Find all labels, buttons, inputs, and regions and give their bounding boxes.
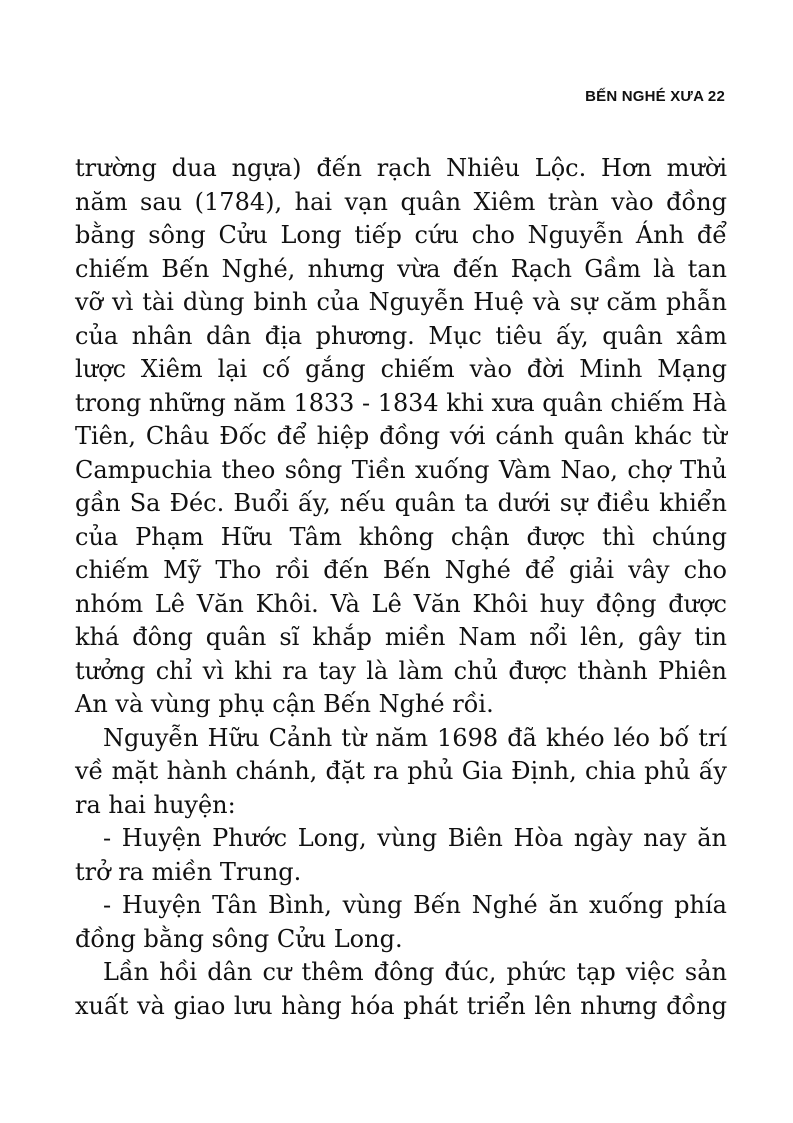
text-line: nhóm Lê Văn Khôi. Và Lê Văn Khôi huy động được — [75, 589, 727, 618]
text-line: chiếm Bến Nghé, nhưng vừa đến Rạch Gầm là tan — [75, 254, 727, 283]
text-line: - Huyện Phước Long, vùng Biên Hòa ngày nay ăn — [103, 824, 727, 852]
running-head: BẾN NGHÉ XƯA 22 — [585, 88, 725, 105]
text-line: chiếm Mỹ Tho rồi đến Bến Nghé để giải vây cho — [75, 556, 727, 584]
text-line: Campuchia theo sông Tiền xuống Vàm Nao, chợ Thủ — [75, 455, 727, 484]
text-line: lược Xiêm lại cố gắng chiếm vào đời Minh Mạng — [75, 355, 727, 383]
text-line: của nhân dân địa phương. Mục tiêu ấy, quân xâm — [75, 321, 727, 350]
text-line: bằng sông Cửu Long tiếp cứu cho Nguyễn Ánh để — [75, 221, 727, 249]
text-line: Tiên, Châu Đốc để hiệp đồng với cánh quân khác từ — [75, 422, 727, 450]
text-line: trở ra miền Trung. — [75, 857, 302, 886]
text-line: trong những năm 1833 - 1834 khi xưa quân chiếm Hà — [75, 388, 727, 417]
text-line: khá đông quân sĩ khắp miền Nam nổi lên, gây tin — [75, 623, 727, 651]
text-line: đồng bằng sông Cửu Long. — [75, 924, 403, 953]
text-line: Lần hồi dân cư thêm đông đúc, phức tạp việc sản — [103, 958, 727, 986]
text-line: gần Sa Đéc. Buổi ấy, nếu quân ta dưới sự điều khiển — [75, 489, 727, 517]
text-line: tưởng chỉ vì khi ra tay là làm chủ được thành Phiên — [75, 656, 727, 685]
text-line: An và vùng phụ cận Bến Nghé rồi. — [75, 690, 494, 718]
body-text — [75, 152, 727, 1023]
text-line: trường dua ngựa) đến rạch Nhiêu Lộc. Hơn mười — [75, 154, 727, 182]
text-line: Nguyễn Hữu Cảnh từ năm 1698 đã khéo léo bố trí — [103, 723, 727, 752]
text-line: về mặt hành chánh, đặt ra phủ Gia Định, chia phủ ấy — [75, 757, 727, 785]
text-line: của Phạm Hữu Tâm không chận được thì chúng — [75, 522, 727, 551]
text-line: ra hai huyện: — [75, 790, 236, 819]
text-line: năm sau (1784), hai vạn quân Xiêm tràn vào đồng — [75, 187, 727, 216]
text-line: xuất và giao lưu hàng hóa phát triển lên nhưng đồng — [75, 991, 727, 1020]
text-line: - Huyện Tân Bình, vùng Bến Nghé ăn xuống phía — [103, 891, 727, 919]
text-line: vỡ vì tài dùng binh của Nguyễn Huệ và sự căm phẫn — [75, 288, 727, 316]
